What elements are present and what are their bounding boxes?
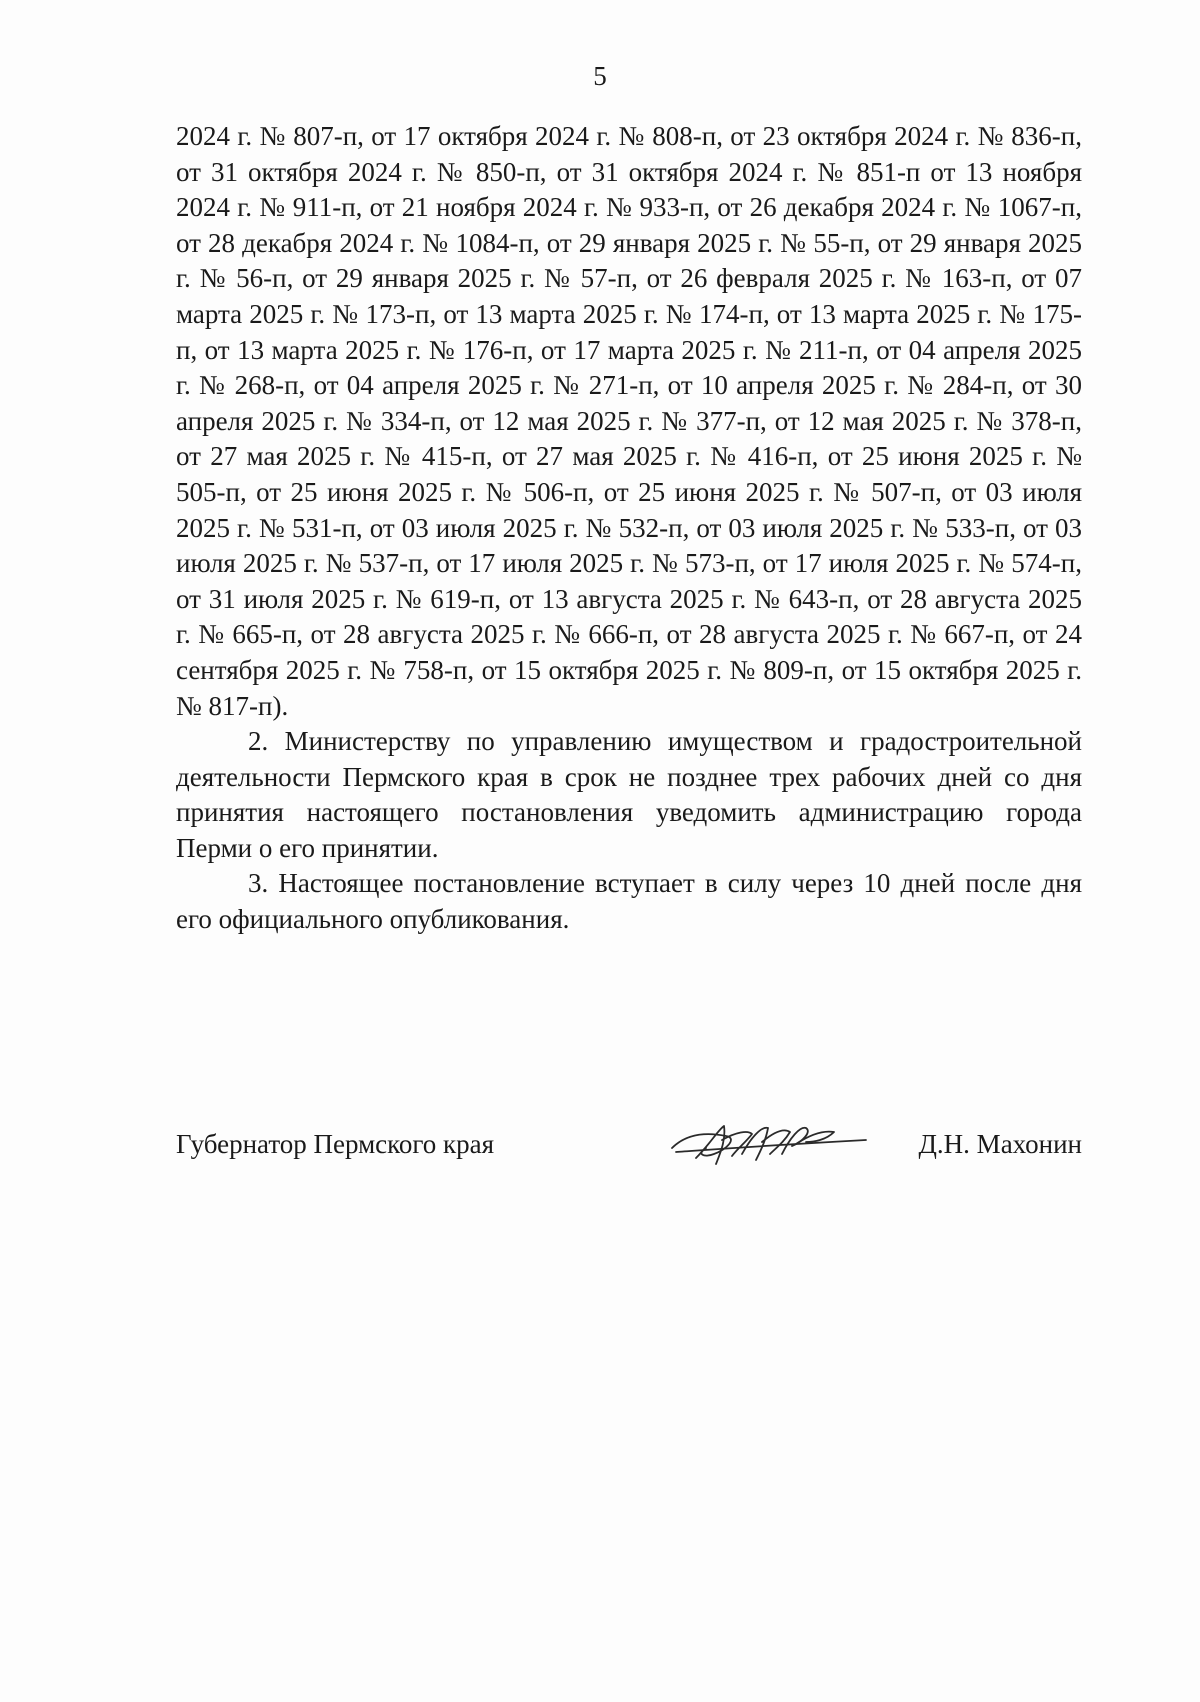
- signatory-title: Губернатор Пермского края: [176, 1129, 495, 1159]
- signatory-name: Д.Н. Махонин: [918, 1129, 1082, 1159]
- handwritten-signature: [666, 1114, 876, 1174]
- paragraph-item-3: 3. Настоящее постановление вступает в силу через 10 дней после дня его официального опубликования.: [176, 868, 1082, 935]
- document-body: [176, 119, 1082, 938]
- paragraph-item-2: 2. Министерству по управлению имуществом и градостроительной деятельности Пермского края в срок не позднее трех рабочих дней со дня принятия настоящего постановления уведомить администрацию города Перми о его принятии.: [176, 726, 1082, 863]
- page-number: 5: [593, 61, 607, 91]
- paragraph-continuation: 2024 г. № 807-п, от 17 октября 2024 г. № 808-п, от 23 октября 2024 г. № 836-п, от 31 октября 2024 г. № 850-п, от 31 октября 2024 г. № 851-п от 13 ноября 2024 г. № 911-п, от 21 ноября 2024 г. № 933-п, от 26 декабря 2024 г. № 1067-п, от 28 декабря 2024 г. № 1084-п, от 29 января 2025 г. № 55-п, от 29 января 2025 г. № 56-п, от 29 января 2025 г. № 57-п, от 26 февраля 2025 г. № 163-п, от 07 марта 2025 г. № 173-п, от 13 марта 2025 г. № 174-п, от 13 марта 2025 г. № 175-п, от 13 марта 2025 г. № 176-п, от 17 марта 2025 г. № 211-п, от 04 апреля 2025 г. № 268-п, от 04 апреля 2025 г. № 271-п, от 10 апреля 2025 г. № 284-п, от 30 апреля 2025 г. № 334-п, от 12 мая 2025 г. № 377-п, от 12 мая 2025 г. № 378-п, от 27 мая 2025 г. № 415-п, от 27 мая 2025 г. № 416-п, от 25 июня 2025 г. № 505-п, от 25 июня 2025 г. № 506-п, от 25 июня 2025 г. № 507-п, от 03 июля 2025 г. № 531-п, от 03 июля 2025 г. № 532-п, от 03 июля 2025 г. № 533-п, от 03 июля 2025 г. № 537-п, от 17 июля 2025 г. № 573-п, от 17 июля 2025 г. № 574-п, от 31 июля 2025 г. № 619-п, от 13 августа 2025 г. № 643-п, от 28 августа 2025 г. № 665-п, от 28 августа 2025 г. № 666-п, от 28 августа 2025 г. № 667-п, от 24 сентября 2025 г. № 758-п, от 15 октября 2025 г. № 809-п, от 15 октября 2025 г. № 817-п).: [176, 121, 1082, 721]
- signature-block: [176, 1126, 1082, 1186]
